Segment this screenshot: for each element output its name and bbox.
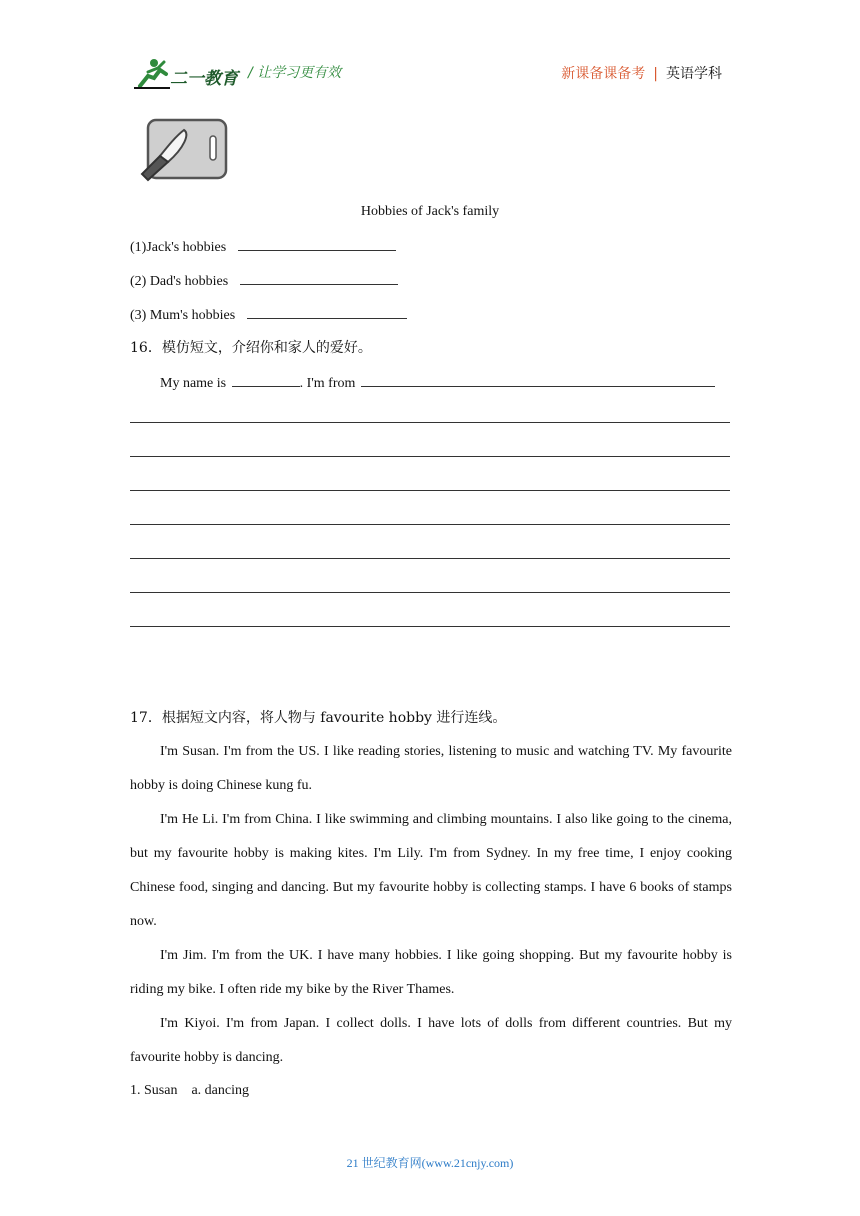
header-right <box>561 63 722 83</box>
name-blank[interactable] <box>232 372 300 387</box>
slogan: / 让学习更有效 <box>248 65 342 81</box>
passage-susan: I'm Susan. I'm from the US. I like reading stories, listening to music and watching TV. My favourite hobby is doing Chinese kung fu. <box>130 744 732 793</box>
passage-kiyoi: I'm Kiyoi. I'm from Japan. I collect dolls. I have lots of dolls from different countries. But my favourite hobby is dancing. <box>130 1016 732 1065</box>
writing-line[interactable] <box>130 524 730 525</box>
question-16-prompt: 16．模仿短文，介绍你和家人的爱好。 <box>130 340 372 356</box>
writing-line[interactable] <box>130 456 730 457</box>
header-separator: | <box>653 66 658 82</box>
answer-item-dad <box>130 270 398 292</box>
writing-line[interactable] <box>130 490 730 491</box>
answer-blank[interactable] <box>247 304 407 319</box>
subject-label: 英语学科 <box>666 66 722 82</box>
knife-cutting-board-icon <box>138 118 230 184</box>
answer-blank[interactable] <box>240 270 398 285</box>
item-label: (1)Jack's hobbies <box>130 240 227 255</box>
writing-line[interactable] <box>130 592 730 593</box>
course-label: 新课备课备考 <box>561 66 646 82</box>
table-title: Hobbies of Jack's family <box>360 204 500 219</box>
question-17-prompt: 17．根据短文内容，将人物与 favourite hobby 进行连线。 <box>130 710 507 726</box>
from-blank[interactable] <box>361 372 715 387</box>
answer-item-mum <box>130 304 407 326</box>
answer-blank[interactable] <box>238 236 396 251</box>
item-label: (2) Dad's hobbies <box>130 274 229 289</box>
logo <box>130 56 240 92</box>
logo-text: 二一教育 <box>170 69 238 89</box>
from-prefix: . I'm from <box>299 376 356 391</box>
answer-item-jack <box>130 236 396 258</box>
passage-jim: I'm Jim. I'm from the UK. I have many hobbies. I like going shopping. But my favourite hobby is riding my bike. I often ride my bike by the River Thames. <box>130 948 732 997</box>
passage-heli-lily: I'm He Li. I'm from China. I like swimming and climbing mountains. I also like going to the cinema, but my favourite hobby is making kites. I'm Lily. I'm from Sydney. In my free time, I enjoy cooking Chinese food, singing and dancing. But my favourite hobby is collecting stamps. I have 6 books of stamps now. <box>130 812 732 929</box>
item-label: (3) Mum's hobbies <box>130 308 236 323</box>
page-footer: 21 世纪教育网(www.21cnjy.com) <box>346 1156 514 1170</box>
writing-line[interactable] <box>130 626 730 627</box>
match-item-1: 1. Susan a. dancing <box>130 1083 249 1098</box>
writing-line[interactable] <box>130 558 730 559</box>
writing-start-line <box>160 372 715 394</box>
name-prefix: My name is <box>160 376 227 391</box>
page-header <box>130 54 730 94</box>
writing-line[interactable] <box>130 422 730 423</box>
